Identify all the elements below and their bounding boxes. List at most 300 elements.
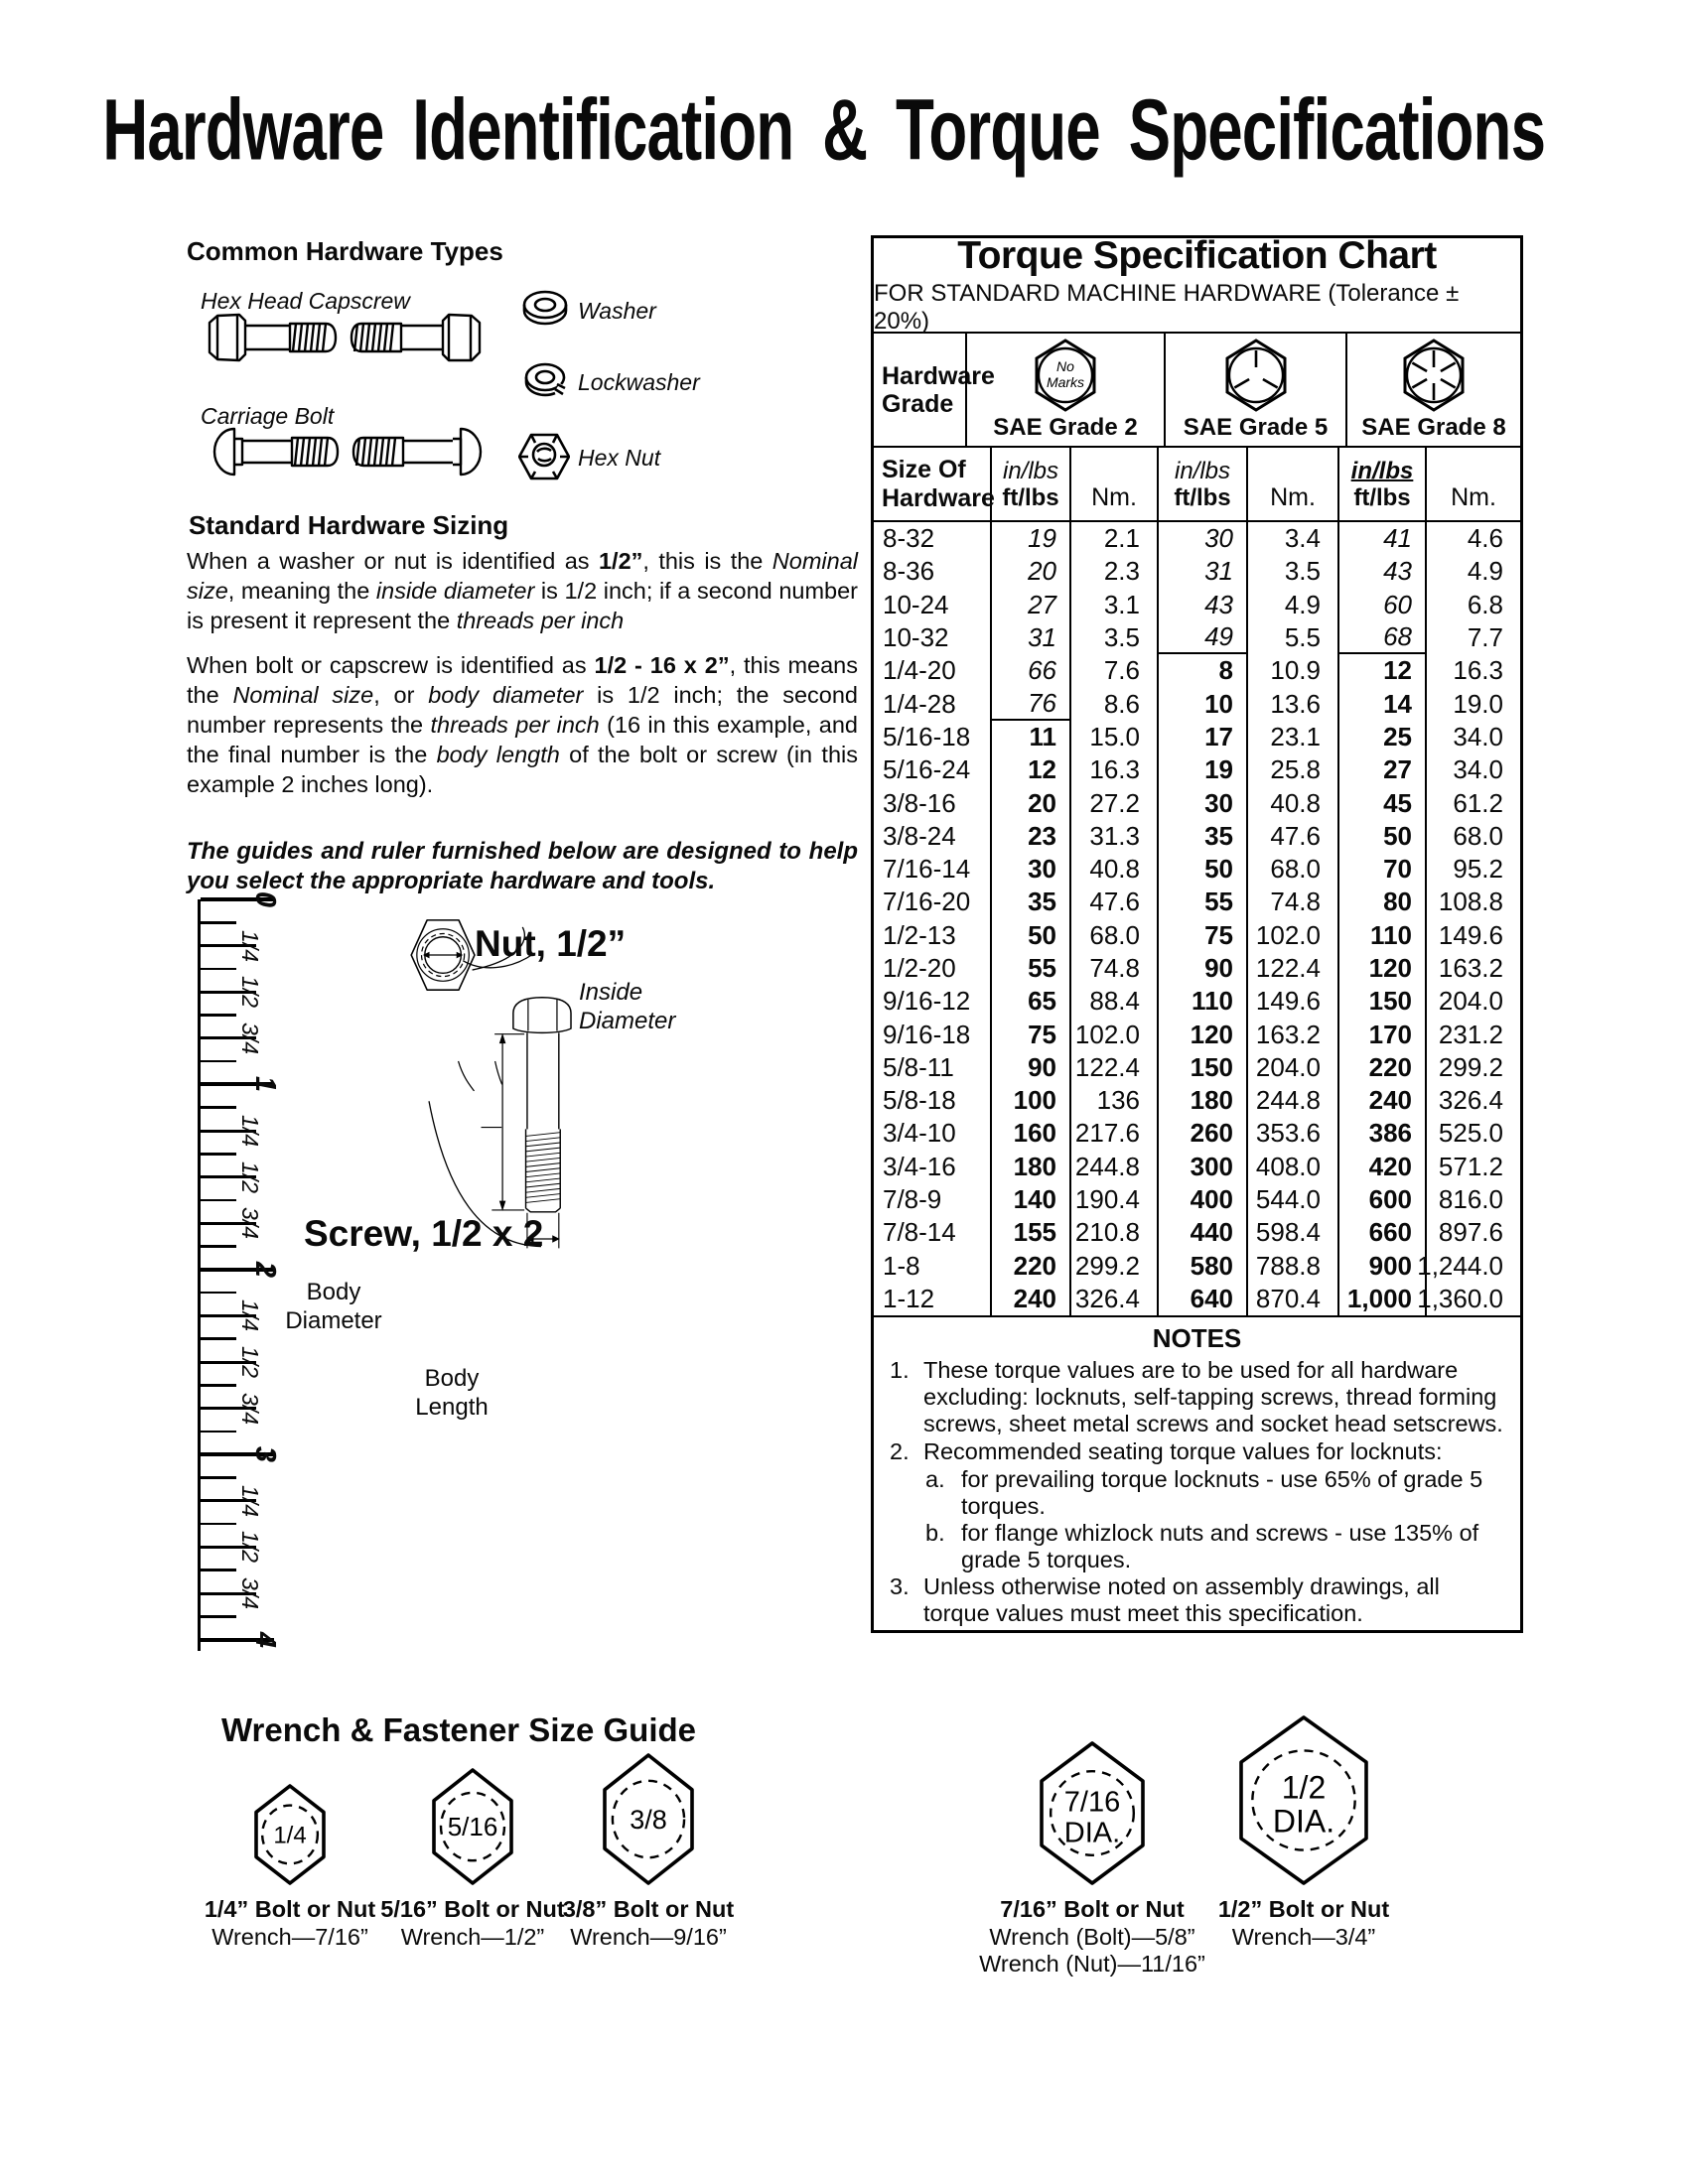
lockwasher-label: Lockwasher	[578, 369, 700, 395]
text-segment: , this means the	[187, 652, 858, 708]
torque-value-cell: 440	[1159, 1216, 1248, 1249]
nm-value-cell: 7.6	[1071, 654, 1159, 687]
nm-value-cell: 163.2	[1438, 953, 1503, 983]
hex-head-capscrew-icon	[207, 310, 485, 367]
text-segment: is 1/2 inch; the second number represents the	[187, 682, 858, 738]
body-diameter-label: Body Diameter	[285, 1279, 382, 1334]
text-segment: 1/2 - 16 x 2”	[594, 652, 730, 678]
nm-value-cell: 163.2	[1248, 1018, 1339, 1050]
torque-value-cell: 30	[1159, 786, 1248, 819]
ruler-label: 3	[249, 1446, 281, 1463]
size-cell: 8-36	[874, 555, 992, 588]
size-cell: 5/16-24	[874, 753, 992, 786]
nm-value-cell: 870.4	[1248, 1283, 1339, 1315]
ruler-label: 1/2	[237, 1160, 263, 1193]
table-row	[874, 555, 1520, 588]
nm-value-cell: 25.8	[1248, 753, 1339, 786]
unit-header-1	[992, 448, 1071, 520]
torque-value-cell: 150	[1339, 985, 1427, 1018]
torque-value-cell: 110	[1159, 985, 1248, 1018]
ruler-label: 4	[249, 1631, 281, 1648]
note-item	[890, 1573, 1504, 1627]
notes-heading: NOTES	[1152, 1323, 1242, 1353]
nm-value-cell: 525.0	[1438, 1118, 1503, 1149]
torque-value-cell: 43	[1339, 555, 1427, 588]
sizing-paragraph-1	[187, 546, 858, 635]
torque-value-cell: 17	[1159, 721, 1248, 753]
sizing-paragraph-3	[187, 837, 858, 896]
note-text: Unless otherwise noted on assembly drawings, all torque values must meet this specification.	[923, 1573, 1440, 1626]
wrench-size-label: Wrench—7/16”	[211, 1923, 368, 1950]
table-row	[874, 1117, 1520, 1150]
torque-value-cell: 220	[992, 1250, 1071, 1283]
nm-value-cell: 68.0	[1071, 919, 1159, 952]
size-cell: 3/4-16	[874, 1151, 992, 1183]
torque-value-cell: 120	[1339, 952, 1427, 985]
torque-value-cell: 180	[1159, 1084, 1248, 1117]
grade-row	[874, 334, 1520, 448]
size-cell: 7/8-14	[874, 1216, 992, 1249]
nm-value-cell: 4.9	[1467, 556, 1503, 587]
nm-value-cell: 15.0	[1071, 721, 1159, 753]
nm-value-cell: 6.8	[1467, 589, 1503, 619]
nm-value-cell: 788.8	[1248, 1250, 1339, 1283]
note-text: a.	[925, 1466, 945, 1492]
ruler-minor-tick	[201, 1476, 236, 1479]
note-subitem	[925, 1520, 1504, 1573]
bolt-size-label: 3/8” Bolt or Nut	[562, 1896, 735, 1922]
note-text: 2.	[890, 1438, 910, 1464]
text-segment: When a washer or nut is identified as	[187, 548, 599, 574]
torque-value-cell: 150	[1159, 1051, 1248, 1084]
grade-cell-sae-grade-2	[965, 334, 1164, 446]
grade-cell-sae-grade-5	[1164, 334, 1345, 446]
note-text: 3.	[890, 1573, 910, 1599]
nm-value-cell: 244.8	[1071, 1151, 1159, 1183]
svg-text:7/16: 7/16	[1063, 1786, 1121, 1819]
ruler-minor-tick	[201, 1431, 236, 1433]
chart-header	[874, 234, 1520, 335]
table-row	[874, 919, 1520, 952]
torque-value-cell: 110	[1339, 919, 1427, 952]
grade-label: SAE Grade 2	[993, 414, 1138, 441]
wrench-hex-icon-5-16	[429, 1765, 516, 1888]
table-row	[874, 853, 1520, 886]
svg-text:DIA.: DIA.	[1063, 1817, 1121, 1849]
nm-value-cell: 299.2	[1438, 1051, 1503, 1082]
nm-value-cell: 571.2	[1438, 1151, 1503, 1181]
ruler-label: 1	[249, 1076, 281, 1093]
chart-title: Torque Specification Chart	[957, 234, 1437, 277]
ruler-minor-tick	[201, 921, 236, 924]
torque-value-cell: 400	[1159, 1183, 1248, 1216]
column-header-row	[874, 448, 1520, 522]
text-segment: , or	[373, 682, 429, 708]
unit-label: in/lbs	[1174, 457, 1231, 484]
table-row	[874, 753, 1520, 786]
torque-value-cell: 20	[992, 555, 1071, 588]
nm-value-cell: 47.6	[1248, 820, 1339, 853]
wrench-hex-icon-3-8	[600, 1750, 697, 1888]
torque-value-cell: 10	[1159, 687, 1248, 720]
ruler-minor-tick	[201, 1245, 236, 1248]
table-row	[874, 1051, 1520, 1084]
nm-value-cell: 544.0	[1248, 1183, 1339, 1216]
nm-value-cell: 7.7	[1467, 622, 1503, 653]
size-cell: 5/8-18	[874, 1084, 992, 1117]
nm-value-cell: 4.9	[1248, 589, 1339, 621]
size-cell: 7/16-14	[874, 853, 992, 886]
svg-text:1/2: 1/2	[1281, 1769, 1327, 1806]
washer-label: Washer	[578, 298, 656, 324]
unit-header-3	[1339, 448, 1427, 520]
wrench-size-label: Wrench (Nut)—11/16”	[979, 1951, 1205, 1977]
torque-value-cell: 155	[992, 1216, 1071, 1249]
note-text: These torque values are to be used for all hardware excluding: locknuts, self-tapping screws, thread forming screws, sheet metal screws and socket head setscrews.	[923, 1357, 1503, 1436]
carriage-bolt-icon	[210, 425, 485, 480]
torque-value-cell: 31	[1159, 555, 1248, 588]
torque-value-cell: 66	[992, 654, 1071, 687]
torque-value-cell: 43	[1159, 589, 1248, 621]
nm-value-cell: 3.5	[1248, 555, 1339, 588]
nm-header-3: Nm.	[1451, 483, 1496, 511]
table-row	[874, 1250, 1520, 1283]
torque-spec-chart	[871, 235, 1523, 1633]
ruler-minor-tick	[201, 1199, 236, 1202]
hex-nut-label: Hex Nut	[578, 445, 661, 471]
nm-value-cell: 2.3	[1071, 555, 1159, 588]
torque-value-cell: 160	[992, 1117, 1071, 1150]
nm-value-cell: 4.6	[1467, 523, 1503, 554]
ruler-label: 2	[249, 1261, 281, 1278]
wrench-hex-icon-1-2	[1236, 1712, 1371, 1888]
torque-value-cell: 23	[992, 820, 1071, 853]
ruler-minor-tick	[201, 1292, 236, 1295]
nm-value-cell: 5.5	[1248, 621, 1339, 654]
unit-label: ft/lbs	[1002, 483, 1059, 511]
text-segment: Nominal size	[232, 682, 374, 708]
nm-value-cell: 353.6	[1248, 1117, 1339, 1150]
torque-value-cell: 14	[1339, 687, 1427, 720]
nm-value-cell: 204.0	[1248, 1051, 1339, 1084]
body-length-label: Body Length	[415, 1365, 489, 1421]
nm-value-cell: 13.6	[1248, 687, 1339, 720]
nm-value-cell: 74.8	[1071, 952, 1159, 985]
note-item	[890, 1357, 1504, 1437]
size-cell: 1/2-20	[874, 952, 992, 985]
unit-label: ft/lbs	[1353, 483, 1411, 511]
nm-value-cell: 204.0	[1438, 986, 1503, 1017]
nm-value-cell: 68.0	[1453, 820, 1503, 851]
torque-value-cell: 70	[1339, 853, 1427, 886]
size-cell: 5/16-18	[874, 721, 992, 753]
table-row	[874, 589, 1520, 621]
nm-value-cell: 16.3	[1453, 655, 1503, 686]
torque-value-cell: 640	[1159, 1283, 1248, 1315]
nm-value-cell: 244.8	[1248, 1084, 1339, 1117]
table-row	[874, 654, 1520, 687]
text-segment: threads per inch	[456, 608, 625, 633]
ruler-label: 1/4	[237, 1299, 263, 1332]
screw-diagram-label: Screw, 1/2 x 2	[304, 1213, 544, 1254]
ruler-label: 3/4	[237, 1577, 263, 1609]
grade-2-no-marks-icon	[1033, 338, 1098, 413]
torque-value-cell: 12	[992, 753, 1071, 786]
bolt-size-label: 1/2” Bolt or Nut	[1217, 1896, 1390, 1922]
torque-value-cell: 1,000	[1339, 1283, 1427, 1315]
table-row	[874, 687, 1520, 720]
hardware-grade-label: Hardware Grade	[882, 361, 995, 418]
table-row	[874, 522, 1520, 555]
table-row	[874, 952, 1520, 985]
torque-value-cell: 11	[992, 721, 1071, 753]
wrench-size-label: Wrench—1/2”	[400, 1923, 545, 1950]
size-cell: 1/4-20	[874, 654, 992, 687]
size-of-hardware-header: Size Of Hardware	[874, 448, 992, 520]
size-cell: 9/16-18	[874, 1018, 992, 1050]
torque-value-cell: 31	[992, 621, 1071, 654]
note-item	[890, 1438, 1504, 1465]
torque-value-cell: 27	[992, 589, 1071, 621]
size-cell: 7/16-20	[874, 886, 992, 918]
torque-value-cell: 580	[1159, 1250, 1248, 1283]
nm-value-cell: 47.6	[1071, 886, 1159, 918]
sizing-paragraph-2	[187, 650, 858, 799]
table-row	[874, 1283, 1520, 1315]
torque-value-cell: 45	[1339, 786, 1427, 819]
chart-subtitle: FOR STANDARD MACHINE HARDWARE (Tolerance ± 20%)	[874, 280, 1460, 335]
torque-value-cell: 220	[1339, 1051, 1427, 1084]
torque-value-cell: 100	[992, 1084, 1071, 1117]
svg-text:DIA.: DIA.	[1272, 1803, 1335, 1840]
page-title-wrap	[0, 80, 1648, 179]
sizing-heading: Standard Hardware Sizing	[189, 510, 509, 540]
ruler-label: 3/4	[237, 1207, 263, 1240]
nm-value-cell: 326.4	[1071, 1283, 1159, 1315]
nm-value-cell: 88.4	[1071, 985, 1159, 1018]
table-row	[874, 786, 1520, 819]
text-segment: threads per inch	[430, 712, 600, 738]
nm-value-cell: 217.6	[1071, 1117, 1159, 1150]
torque-value-cell: 170	[1339, 1018, 1427, 1050]
nm-value-cell: 95.2	[1453, 854, 1503, 885]
torque-value-cell: 19	[992, 522, 1071, 555]
table-row	[874, 721, 1520, 753]
ruler-minor-tick	[201, 1615, 236, 1618]
grade-label: SAE Grade 8	[1361, 414, 1506, 441]
nm-value-cell: 68.0	[1248, 853, 1339, 886]
torque-value-cell: 90	[1159, 952, 1248, 985]
size-cell: 3/8-24	[874, 820, 992, 853]
ruler-label: 1/4	[237, 929, 263, 962]
common-hardware-heading: Common Hardware Types	[187, 236, 503, 266]
nm-value-cell: 27.2	[1071, 786, 1159, 819]
ruler-label: 3/4	[237, 1022, 263, 1054]
torque-value-cell: 76	[992, 687, 1071, 720]
grade-label: SAE Grade 5	[1183, 414, 1329, 441]
ruler-label: 1/4	[237, 1115, 263, 1147]
grade-cell-sae-grade-8	[1345, 334, 1520, 446]
nm-value-cell: 408.0	[1248, 1151, 1339, 1183]
nm-value-cell: 34.0	[1453, 721, 1503, 751]
svg-text:5/16: 5/16	[447, 1812, 498, 1843]
ruler-minor-tick	[201, 1106, 236, 1109]
nm-value-cell: 598.4	[1248, 1216, 1339, 1249]
nm-value-cell: 149.6	[1438, 919, 1503, 950]
note-subitem	[925, 1466, 1504, 1520]
ruler-label: 0	[249, 890, 281, 908]
size-cell: 1-8	[874, 1250, 992, 1283]
nm-value-cell: 3.1	[1071, 589, 1159, 621]
inside-diameter-label: Inside Diameter	[579, 979, 676, 1034]
nm-value-cell: 231.2	[1438, 1019, 1503, 1049]
unit-label: in/lbs	[1002, 457, 1059, 484]
wrench-size-label: Wrench—3/4”	[1231, 1923, 1376, 1950]
nm-value-cell: 122.4	[1248, 952, 1339, 985]
size-cell: 8-32	[874, 522, 992, 555]
bolt-size-label: 5/16” Bolt or Nut	[380, 1896, 565, 1922]
nm-value-cell: 816.0	[1438, 1184, 1503, 1215]
torque-value-cell: 30	[992, 853, 1071, 886]
size-cell: 9/16-12	[874, 985, 992, 1018]
table-row	[874, 1084, 1520, 1117]
svg-text:1/4: 1/4	[273, 1822, 307, 1849]
ruler-line	[198, 899, 201, 1651]
nm-value-cell: 3.5	[1071, 621, 1159, 654]
text-segment: body diameter	[428, 682, 584, 708]
hex-nut-icon	[518, 431, 570, 486]
torque-value-cell: 8	[1159, 654, 1248, 687]
carriage-bolt-label: Carriage Bolt	[201, 403, 335, 429]
nm-value-cell: 2.1	[1071, 522, 1159, 555]
lockwasher-icon	[522, 355, 570, 409]
nm-value-cell: 122.4	[1071, 1051, 1159, 1084]
table-row	[874, 820, 1520, 853]
torque-value-cell: 50	[992, 919, 1071, 952]
table-row	[874, 985, 1520, 1018]
nm-value-cell: 19.0	[1453, 688, 1503, 719]
torque-value-cell: 55	[1159, 886, 1248, 918]
ruler-minor-tick	[201, 1384, 236, 1387]
note-text: 1.	[890, 1357, 910, 1383]
nm-value-cell: 299.2	[1071, 1250, 1159, 1283]
ruler-minor-tick	[201, 1569, 236, 1571]
torque-value-cell: 300	[1159, 1151, 1248, 1183]
torque-value-cell: 25	[1339, 721, 1427, 753]
ruler-minor-tick	[201, 968, 236, 971]
text-segment: Nominal size	[187, 548, 858, 604]
torque-value-cell: 420	[1339, 1151, 1427, 1183]
unit-header-2	[1159, 448, 1248, 520]
table-row	[874, 621, 1520, 654]
size-cell: 7/8-9	[874, 1183, 992, 1216]
text-segment: 1/2”	[598, 548, 643, 574]
nm-value-cell: 16.3	[1071, 753, 1159, 786]
nm-value-cell: 10.9	[1248, 654, 1339, 687]
ruler-minor-tick	[201, 1337, 236, 1340]
text-segment: , this is the	[642, 548, 772, 574]
torque-value-cell: 50	[1339, 820, 1427, 853]
wrench-guide-caption	[1190, 1896, 1418, 1951]
note-text: for flange whizlock nuts and screws - use 135% of grade 5 torques.	[961, 1520, 1479, 1572]
wrench-hex-icon-1-4	[251, 1781, 329, 1888]
note-text: for prevailing torque locknuts - use 65% of grade 5 torques.	[961, 1466, 1483, 1519]
nm-value-cell: 74.8	[1248, 886, 1339, 918]
nm-value-cell: 40.8	[1248, 786, 1339, 819]
torque-value-cell: 35	[992, 886, 1071, 918]
nm-value-cell: 34.0	[1453, 754, 1503, 785]
torque-value-cell: 180	[992, 1151, 1071, 1183]
ruler-label: 1/2	[237, 1346, 263, 1378]
nm-value-cell: 190.4	[1071, 1183, 1159, 1216]
nm-value-cell: 149.6	[1248, 985, 1339, 1018]
torque-value-cell: 20	[992, 786, 1071, 819]
nm-header-1: Nm.	[1071, 448, 1159, 520]
size-cell: 1-12	[874, 1283, 992, 1315]
nm-value-cell: 210.8	[1071, 1216, 1159, 1249]
nm-value-cell: 8.6	[1071, 687, 1159, 720]
size-cell: 5/8-11	[874, 1051, 992, 1084]
text-segment: is 1/2 inch; if a second number is present it represent the	[187, 578, 858, 633]
torque-value-cell: 140	[992, 1183, 1071, 1216]
size-cell: 10-32	[874, 621, 992, 654]
table-row	[874, 1216, 1520, 1249]
torque-value-cell: 68	[1339, 621, 1427, 654]
torque-value-cell: 240	[992, 1283, 1071, 1315]
torque-value-cell: 41	[1339, 522, 1427, 555]
ruler-label: 1/4	[237, 1484, 263, 1517]
note-text: b.	[925, 1520, 945, 1546]
torque-value-cell: 55	[992, 952, 1071, 985]
grade-hex-6-marks-icon	[1401, 338, 1467, 413]
washer-icon	[520, 286, 570, 336]
ruler-minor-tick	[201, 1060, 236, 1063]
nm-value-cell: 108.8	[1438, 887, 1503, 917]
size-cell: 3/4-10	[874, 1117, 992, 1150]
text-segment: (16 in this example, and the final number is the	[187, 712, 858, 767]
torque-value-cell: 80	[1339, 886, 1427, 918]
wrench-size-label: Wrench (Bolt)—5/8”	[989, 1923, 1195, 1950]
torque-value-cell: 30	[1159, 522, 1248, 555]
text-segment: of the bolt or screw (in this example 2 inches long).	[187, 742, 858, 797]
torque-value-cell: 60	[1339, 589, 1427, 621]
nm-value-cell: 61.2	[1453, 787, 1503, 818]
torque-value-cell: 75	[992, 1018, 1071, 1050]
ruler-label: 1/2	[237, 1531, 263, 1564]
torque-value-cell: 660	[1339, 1216, 1427, 1249]
torque-value-cell: 120	[1159, 1018, 1248, 1050]
table-row	[874, 886, 1520, 918]
table-row	[874, 1183, 1520, 1216]
bolt-size-label: 1/4” Bolt or Nut	[204, 1896, 376, 1922]
torque-value-cell: 600	[1339, 1183, 1427, 1216]
wrench-size-label: Wrench—9/16”	[570, 1923, 727, 1950]
size-cell: 1/4-28	[874, 687, 992, 720]
nm-value-cell: 136	[1071, 1084, 1159, 1117]
ruler-label: 1/2	[237, 976, 263, 1009]
note-text: Recommended seating torque values for locknuts:	[923, 1438, 1443, 1464]
size-cell: 10-24	[874, 589, 992, 621]
unit-label: ft/lbs	[1174, 483, 1231, 511]
torque-value-cell: 260	[1159, 1117, 1248, 1150]
nm-value-cell: 102.0	[1248, 919, 1339, 952]
text-segment: When bolt or capscrew is identified as	[187, 652, 595, 678]
torque-value-cell: 35	[1159, 820, 1248, 853]
grade-hex-3-marks-icon	[1223, 338, 1289, 413]
text-segment: inside diameter	[375, 578, 535, 604]
torque-value-cell: 50	[1159, 853, 1248, 886]
ruler-minor-tick	[201, 1014, 236, 1017]
